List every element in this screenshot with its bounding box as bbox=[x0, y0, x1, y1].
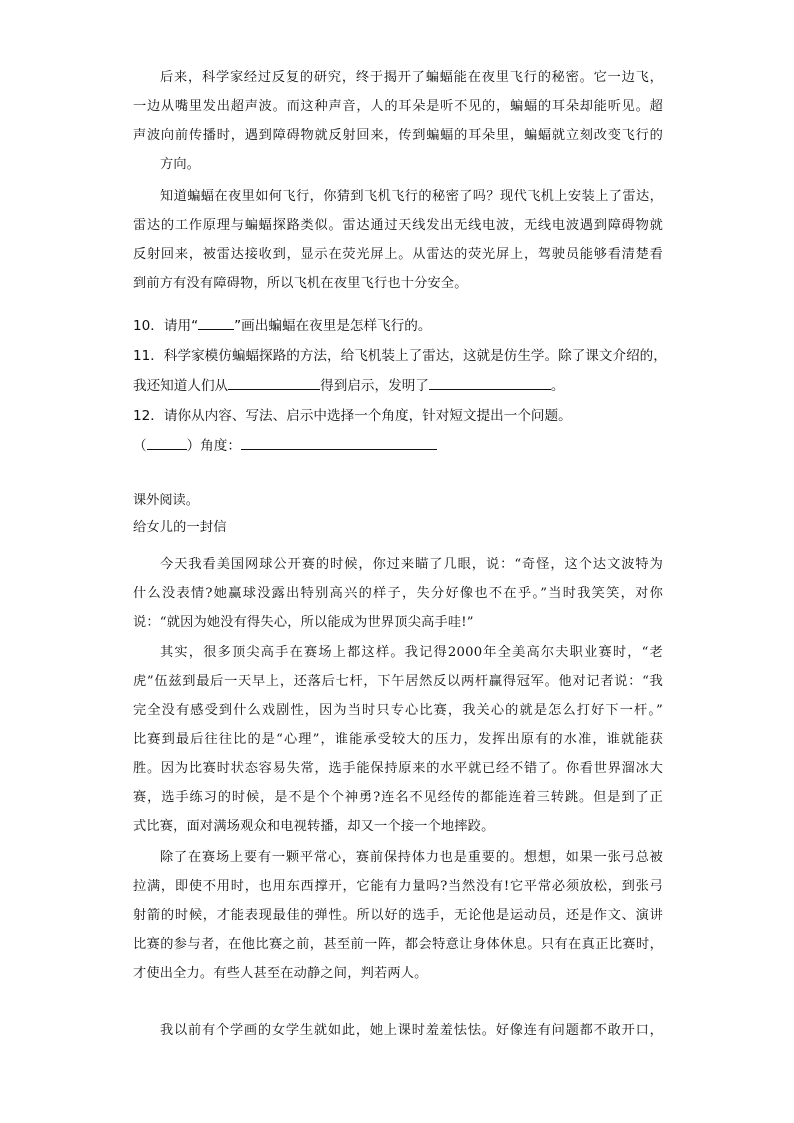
question-10-text-start: 10．请用“ bbox=[133, 318, 199, 334]
question-11-text-a: 我还知道人们从 bbox=[133, 378, 229, 394]
text-line: 知道蝙蝠在夜里如何飞行，你猜到飞机飞行的秘密了吗？现代飞机上安装上了雷达， bbox=[160, 189, 663, 204]
question-12-line-2 bbox=[133, 431, 663, 461]
question-11-line-2 bbox=[133, 371, 663, 401]
passage-bat-paragraph-1 bbox=[133, 63, 663, 179]
question-12-paren-open: （ bbox=[133, 438, 147, 454]
text-line: 我以前有个学画的女学生就如此，她上课时羞羞怯怯。好像连有问题都不敢开口， bbox=[160, 1023, 663, 1038]
letter-paragraph-4 bbox=[133, 1016, 663, 1045]
text-line: 声波向前传播时，遇到障碍物就反射回来，传到蝙蝠的耳朵里，蝙蝠就立刻改变飞行的 bbox=[133, 128, 663, 143]
text-line: 雷达的工作原理与蝙蝠探路类似。雷达通过天线发出无线电波，无线电波遇到障碍物就 bbox=[133, 218, 663, 233]
answer-blank-invention[interactable] bbox=[429, 375, 551, 390]
text-line: 才使出全力。有些人甚至在动静之间，判若两人。 bbox=[133, 966, 428, 981]
text-line: 方向。 bbox=[160, 157, 201, 172]
underline-symbol-blank bbox=[198, 315, 234, 330]
text-line: 式比赛，面对满场观众和电视转播，却又一个接一个地摔跤。 bbox=[133, 819, 495, 834]
text-line: 其实，很多顶尖高手在赛场上都这样。我记得2000年全美高尔夫职业赛时，“老 bbox=[160, 645, 663, 660]
text-line: 除了在赛场上要有一颗平常心，赛前保持体力也是重要的。想想，如果一张弓总被 bbox=[160, 850, 663, 865]
question-12-paren-close: ）角度： bbox=[186, 438, 241, 454]
text-line: 比赛到最后往往比的是“心理”，谁能承受较大的压力，发挥出原有的水准，谁就能获 bbox=[133, 732, 663, 747]
text-line: 完全没有感受到什么戏剧性，因为当时只专心比赛，我关心的就是怎么打好下一杆。” bbox=[133, 703, 663, 718]
letter-title: 给女儿的一封信 bbox=[133, 520, 227, 535]
answer-blank-question[interactable] bbox=[241, 435, 437, 450]
section-heading: 课外阅读。 bbox=[133, 493, 199, 508]
question-11-line-1: 11．科学家模仿蝙蝠探路的方法，给飞机装上了雷达，这就是仿生学。除了课文介绍的， bbox=[133, 348, 667, 364]
passage-radar-paragraph-2 bbox=[133, 182, 663, 298]
text-line: 到前方有没有障碍物，所以飞机在夜里飞行也十分安全。 bbox=[133, 276, 468, 291]
answer-blank-angle[interactable] bbox=[147, 435, 187, 450]
question-10-text-end: ”画出蝙蝠在夜里是怎样飞行的。 bbox=[234, 318, 432, 334]
text-line: 射箭的时候，才能表现最佳的弹性。所以好的选手，无论他是运动员，还是作文、演讲 bbox=[133, 908, 663, 923]
section-extracurricular bbox=[133, 486, 663, 542]
text-line: 比赛的参与者，在他比赛之前，甚至前一阵，都会特意让身体休息。只有在真正比赛时， bbox=[133, 937, 663, 952]
letter-paragraph-2 bbox=[133, 638, 663, 841]
question-11-text-b: 得到启示，发明了 bbox=[320, 378, 429, 394]
text-line: 反射回来，被雷达接收到，显示在荧光屏上。从雷达的荧光屏上，驾驶员能够看清楚看 bbox=[133, 247, 663, 262]
text-line: 胜。因为比赛时状态容易失常，选手能保持原来的水平就已经不错了。你看世界溜冰大 bbox=[133, 761, 663, 776]
text-line: 什么没表情?她赢球没露出特别高兴的样子，失分好像也不在乎。”当时我笑笑，对你 bbox=[133, 586, 663, 601]
question-list bbox=[133, 311, 667, 461]
text-line: 今天我看美国网球公开赛的时候，你过来瞄了几眼，说：“奇怪，这个达文波特为 bbox=[160, 557, 663, 572]
text-line: 一边从嘴里发出超声波。而这种声音，人的耳朵是听不见的，蝙蝠的耳朵却能听见。超 bbox=[133, 99, 663, 114]
question-12-line-1: 12．请你从内容、写法、启示中选择一个角度，针对短文提出一个问题。 bbox=[133, 408, 572, 424]
letter-paragraph-1 bbox=[133, 550, 663, 637]
question-10 bbox=[133, 311, 663, 341]
text-line: 拉满，即使不用时，也用东西撑开，它能有力量吗?当然没有!它平常必须放松，到张弓 bbox=[133, 879, 663, 894]
text-line: 说：“就因为她没有得失心，所以能成为世界顶尖高手哇!” bbox=[133, 615, 474, 630]
text-line: 赛，选手练习的时候，是不是个个神勇?连名不见经传的都能连着三转跳。但是到了正 bbox=[133, 790, 663, 805]
letter-paragraph-3 bbox=[133, 843, 663, 988]
question-11-text-c: 。 bbox=[550, 378, 565, 394]
text-line: 后来，科学家经过反复的研究，终于揭开了蝙蝠能在夜里飞行的秘密。它一边飞， bbox=[160, 70, 663, 85]
text-line: 虎”伍兹到最后一天早上，还落后七杆，下午居然反以两杆赢得冠军。他对记者说：“我 bbox=[133, 674, 663, 689]
answer-blank-inspiration[interactable] bbox=[228, 375, 320, 390]
